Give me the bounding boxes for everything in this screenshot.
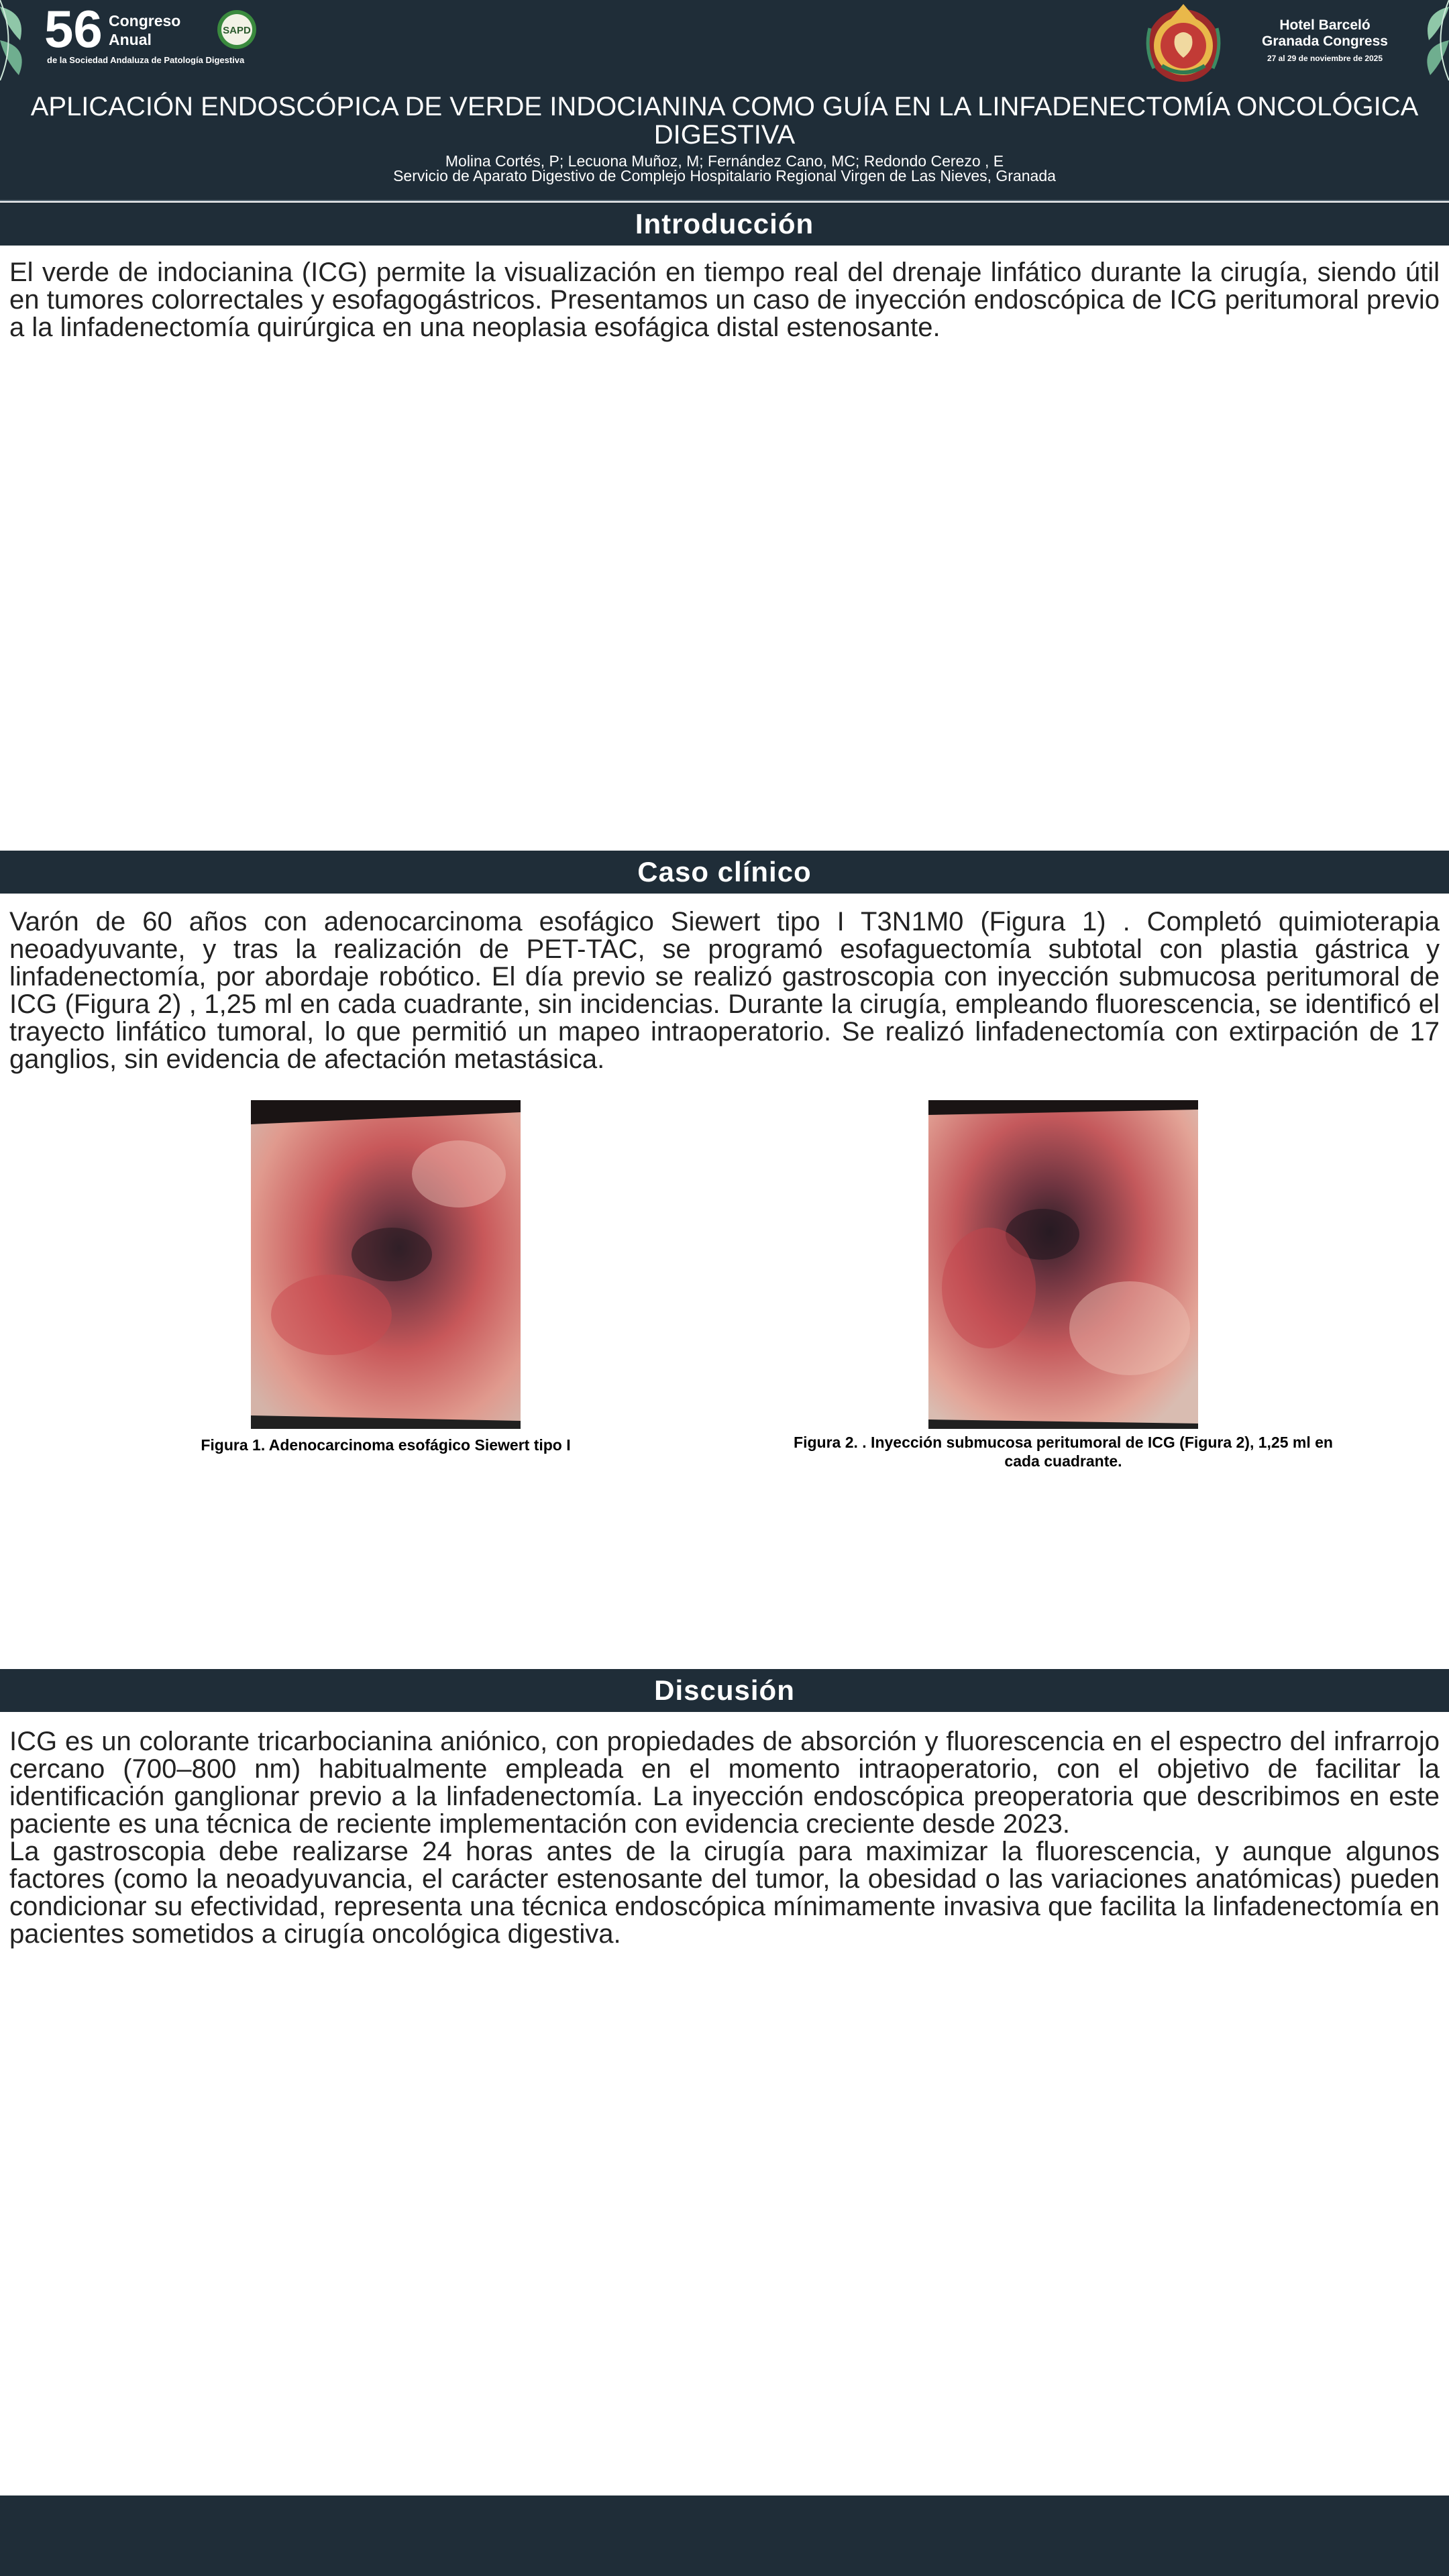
congress-subtitle: de la Sociedad Andaluza de Patología Digestiva [47,55,245,65]
figure-1-endoscopy-image [251,1100,521,1429]
figure-1-caption: Figura 1. Adenocarcinoma esofágico Siewert tipo I [201,1436,571,1454]
congress-word-2: Anual [109,31,152,48]
poster-footer [0,2496,1449,2576]
section-heading-introduccion: Introducción [635,208,814,239]
introduccion-text: El verde de indocianina (ICG) permite la visualización en tiempo real del drenaje linfático durante la cirugía, siendo útil en tumores colorrectales y esofagogástricos. Presentamos un caso de inyección endoscópica de ICG peritumoral previo a la linfadenectomía quirúrgica en una neoplasia esofágica distal estenosante. [9,258,1440,342]
figure-2-caption: Figura 2. . Inyección submucosa peritumoral de ICG (Figura 2), 1,25 ml en cada cuadrante. [794,1434,1333,1470]
leaf-decoration-right-icon [1415,0,1449,80]
congress-word-1: Congreso [109,12,181,30]
authors: Molina Cortés, P; Lecuona Muñoz, M; Fernández Cano, MC; Redondo Cerezo , E [445,152,1004,170]
svg-text:SAPD: SAPD [223,25,251,36]
section-heading-discusion: Discusión [654,1674,795,1706]
venue-dates: 27 al 29 de noviembre de 2025 [1267,54,1383,63]
poster-title: APLICACIÓN ENDOSCÓPICA DE VERDE INDOCIANINA COMO GUÍA EN LA LINFADENECTOMÍA ONCOLÓGICA DIGESTIVA [30,92,1419,150]
leaf-decoration-left-icon [0,0,34,80]
affiliation: Servicio de Aparato Digestivo de Complejo Hospitalario Regional Virgen de Las Nieves, Granada [393,167,1056,184]
discusion-paragraph-1: ICG es un colorante tricarbocianina aniónico, con propiedades de absorción y fluorescencia en el espectro del infrarrojo cercano (700–800 nm) habitualmente empleada en el momento intraoperatorio, con el objetivo de facilitar la identificación ganglionar previo a la linfadenectomía. La inyección endoscópica preoperatoria que describimos en este paciente es una técnica de reciente implementación con evidencia creciente desde 2023. [9,1727,1440,1839]
discusion-paragraph-2: La gastroscopia debe realizarse 24 horas antes de la cirugía para maximizar la fluorescencia, y aunque algunos factores (como la neoadyuvancia, el carácter estenosante del tumor, la obesidad o las variaciones anatómicas) pueden condicionar su efectividad, representa una técnica endoscópica mínimamente invasiva que facilita la linfadenectomía en pacientes sometidos a cirugía oncológica digestiva. [9,1837,1440,1949]
section-heading-caso-clinico: Caso clínico [637,856,812,888]
header-divider [0,200,1449,201]
sapd-logo [217,9,257,50]
venue-name-line-2: Granada Congress [1262,34,1388,49]
poster-header [0,0,1449,200]
congress-number: 56 [44,0,103,58]
caso-clinico-text: Varón de 60 años con adenocarcinoma esofágico Siewert tipo I T3N1M0 (Figura 1) . Completó quimioterapia neoadyuvante, y tras la realización de PET-TAC, se programó esofaguectomía subtotal con plastia gástrica y linfadenectomía, por abordaje robótico. El día previo se realizó gastroscopia con inyección submucosa peritumoral de ICG (Figura 2) , 1,25 ml en cada cuadrante, sin incidencias. Durante la cirugía, empleando fluorescencia, se identificó el trayecto linfático tumoral, lo que permitió un mapeo intraoperatorio. Se realizó linfadenectomía con extirpación de 17 ganglios, sin evidencia de afectación metastásica. [9,907,1440,1074]
figure-2-endoscopy-image [928,1100,1198,1429]
granada-emblem-logo [1142,1,1225,85]
venue-name-line-1: Hotel Barceló [1279,17,1371,33]
